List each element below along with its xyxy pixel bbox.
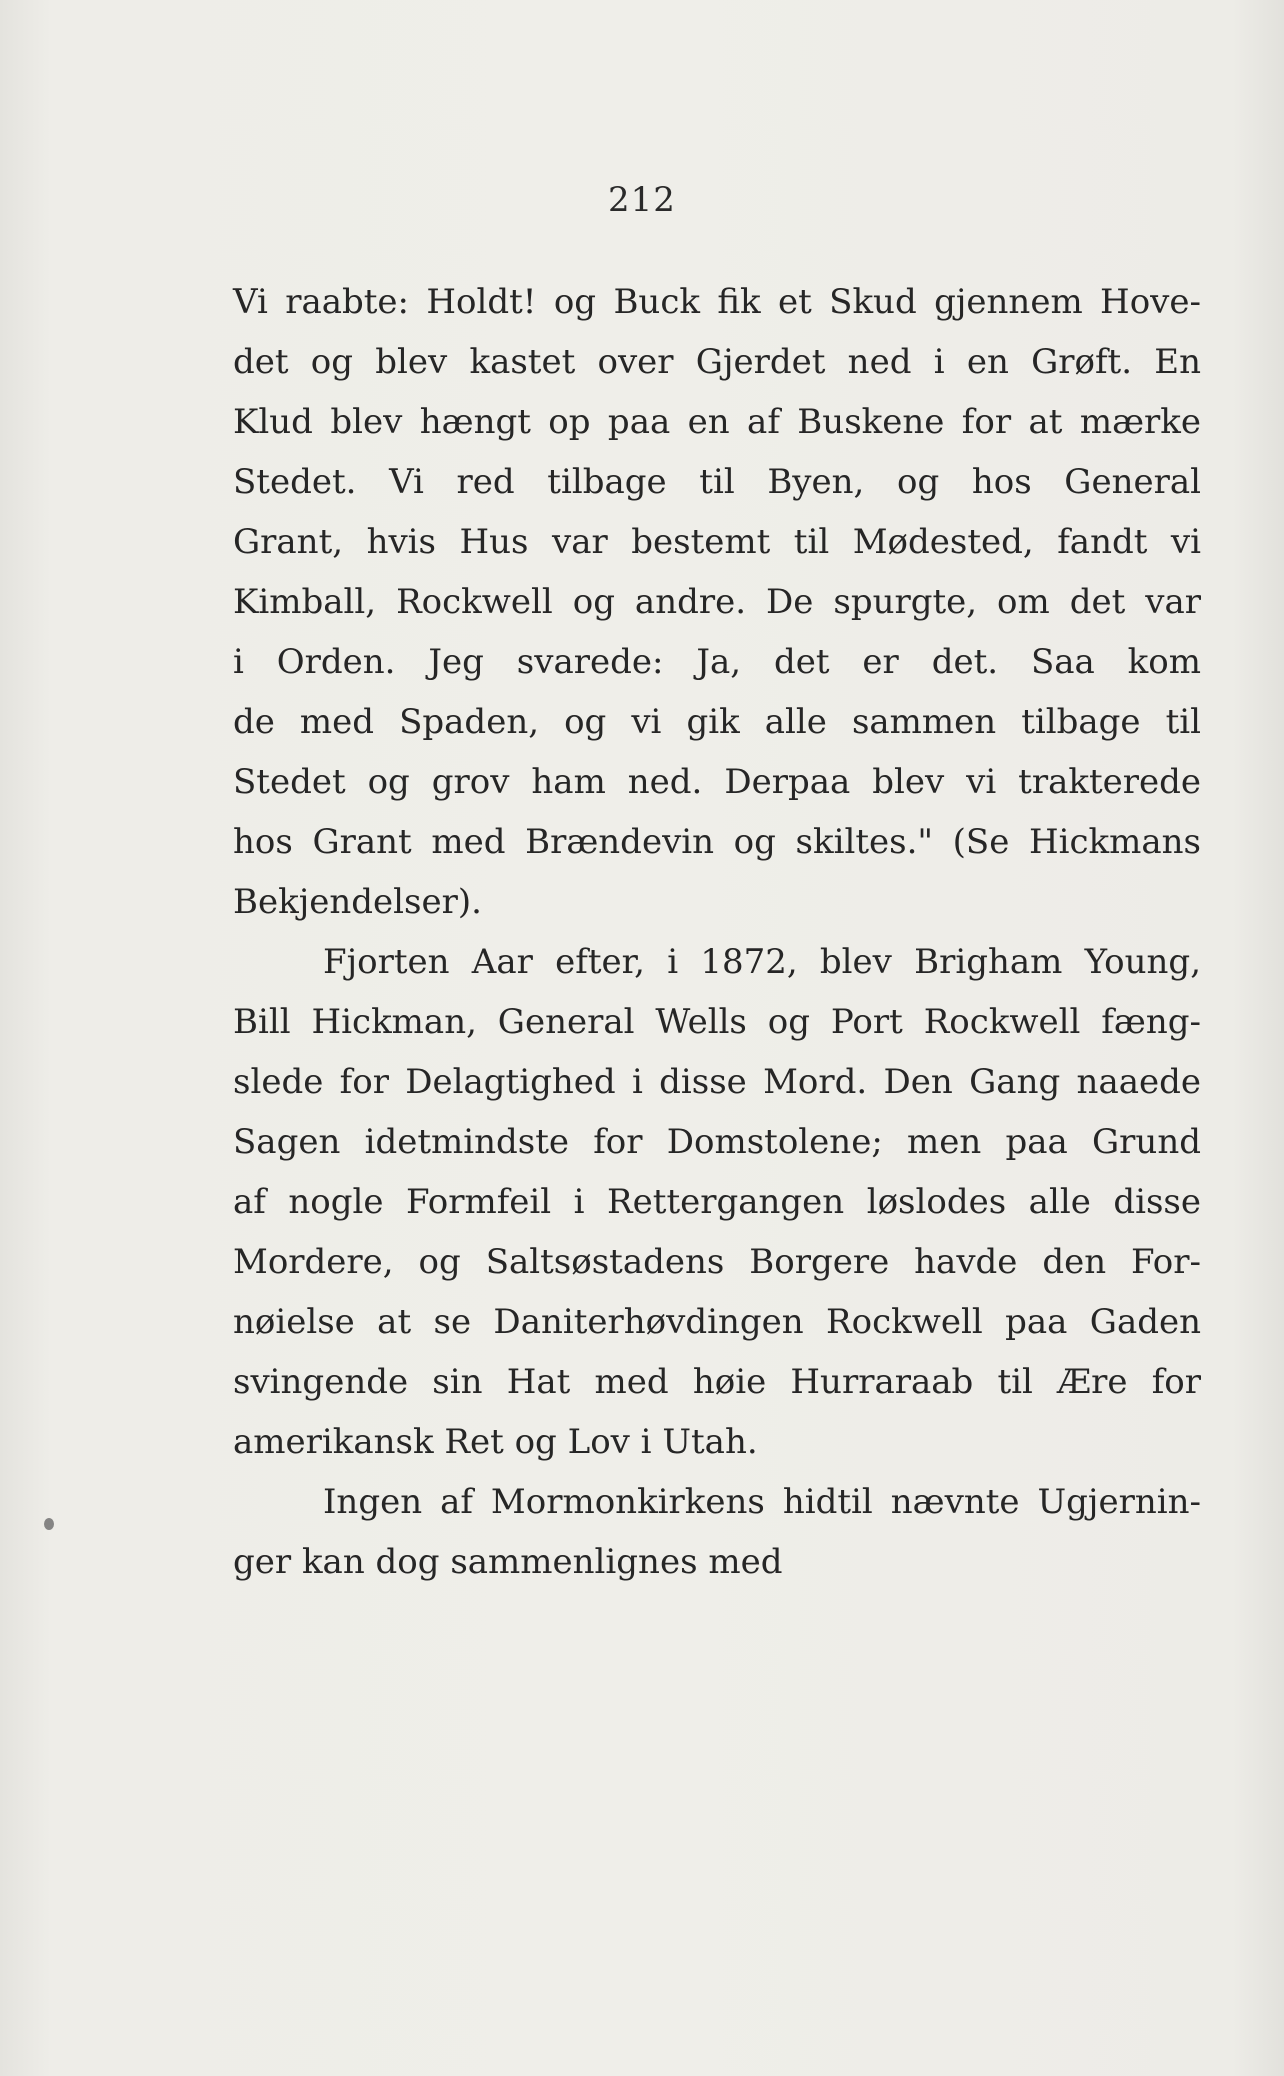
paragraph-2 [233,932,1201,1472]
text-line: Fjorten Aar efter, i 1872, blev Brigham Young, [323,942,1201,982]
text-line: Kimball, Rockwell og andre. De spurgte, om det var [233,582,1201,622]
text-line: Mordere, og Saltsøstadens Borgere havde den For- [233,1242,1201,1282]
text-line: ger kan dog sammenlignes med [233,1542,783,1582]
ink-speck [44,1518,54,1530]
text-line: de med Spaden, og vi gik alle sammen tilbage til [233,702,1201,742]
text-line: Bill Hickman, General Wells og Port Rockwell fæng- [233,1002,1201,1042]
text-line: nøielse at se Daniterhøvdingen Rockwell paa Gaden [233,1302,1201,1342]
body-text [233,272,1201,1592]
paragraph-3 [233,1472,1201,1592]
text-line: af nogle Formfeil i Rettergangen løslodes alle disse [233,1182,1201,1222]
text-line: svingende sin Hat med høie Hurraraab til Ære for [233,1362,1201,1402]
text-line: Grant, hvis Hus var bestemt til Mødested, fandt vi [233,522,1201,562]
paragraph-1 [233,272,1201,932]
text-line: slede for Delagtighed i disse Mord. Den Gang naaede [233,1062,1201,1102]
page-number: 212 [608,180,676,220]
text-line: det og blev kastet over Gjerdet ned i en Grøft. En [233,342,1201,382]
text-line: i Orden. Jeg svarede: Ja, det er det. Saa kom [233,642,1201,682]
text-line: Ingen af Mormonkirkens hidtil nævnte Ugjernin- [323,1482,1201,1522]
text-line: Bekjendelser). [233,882,482,922]
text-line: Vi raabte: Holdt! og Buck fik et Skud gjennem Hove- [233,282,1201,322]
text-line: Stedet og grov ham ned. Derpaa blev vi trakterede [233,762,1201,802]
text-line: Klud blev hængt op paa en af Buskene for at mærke [233,402,1201,442]
text-line: hos Grant med Brændevin og skiltes." (Se Hickmans [233,822,1201,862]
text-line: amerikansk Ret og Lov i Utah. [233,1422,758,1462]
text-line: Stedet. Vi red tilbage til Byen, og hos General [233,462,1201,502]
text-line: Sagen idetmindste for Domstolene; men paa Grund [233,1122,1201,1162]
